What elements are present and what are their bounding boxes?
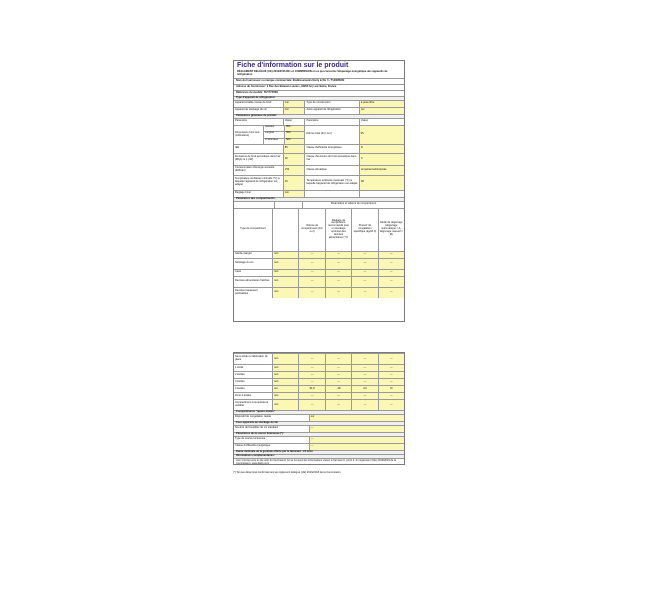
table-row <box>234 425 404 432</box>
column-header: Valeur <box>359 119 404 125</box>
param-value: 153 <box>283 166 305 175</box>
column-header: Volume de compartiment (dm³ ou l) <box>298 209 324 251</box>
dim-key: Hauteur <box>265 124 275 128</box>
column-header <box>272 209 298 251</box>
table-row <box>234 165 404 175</box>
compartment-row <box>234 385 404 392</box>
compartment-value: — <box>351 372 377 378</box>
compartment-row <box>234 276 404 287</box>
compartment-value: non <box>272 379 298 385</box>
empty-cell <box>274 202 302 208</box>
supplier-name: Nom du fournisseur ou marque commerciale: Établissements Darty & fils © / THOMSON <box>234 78 404 84</box>
param-value: 40 <box>283 154 305 165</box>
volume-label: Volume total (dm³ ou l) <box>304 126 359 144</box>
section-wine: Pour appareils de stockage du vin <box>234 421 404 425</box>
compartment-value: — <box>298 393 324 399</box>
footnote: (*) Tel que déterminé conformément au règlement délégué (UE) 2019/2015 de la Commission. <box>233 471 342 474</box>
param-label: Température ambiante maximale (°C) à laquelle l'appareil de réfrigération est adapté <box>304 176 358 190</box>
compartment-value: — <box>378 259 404 269</box>
sheet-title: Fiche d'information sur le produit <box>237 62 349 69</box>
compartment-value: — <box>351 259 377 269</box>
param-label: Émissions de bruit acoustique dans l'air [dB(A) re 1 pW] <box>235 155 281 162</box>
compartment-value: non <box>272 400 298 410</box>
compartment-value: — <box>351 365 377 371</box>
compartment-value: — <box>378 372 404 378</box>
compartment-value: — <box>325 400 351 410</box>
compartment-group-label: Paramètres et valeurs de compartiment <box>302 202 404 208</box>
param-value: non <box>283 108 305 114</box>
param-value: D <box>359 145 404 153</box>
compartment-value: — <box>298 270 324 276</box>
compartment-type: Stockage du vin <box>235 261 254 265</box>
param-value: 85 <box>283 145 305 153</box>
table-row <box>234 107 404 114</box>
compartment-value: — <box>378 379 404 385</box>
dim-key: Profondeur <box>264 138 284 144</box>
table-row <box>234 144 404 153</box>
compartment-row <box>234 392 404 399</box>
column-header: Pouvoir de congélation spécifique (kg/24 h) <box>351 209 377 251</box>
param-value: — <box>309 444 404 450</box>
param-label: Température ambiante minimale (°C) à laquelle l'appareil de réfrigération est adapté <box>235 177 280 187</box>
compartment-value: — <box>325 288 351 298</box>
table-row <box>234 175 404 190</box>
compartment-row <box>234 287 404 298</box>
product-info-sheet <box>233 60 405 322</box>
compartment-type: 2 étoiles <box>235 372 245 376</box>
column-header: Paramètre <box>235 119 248 123</box>
compartment-value: 4,0 <box>351 386 377 392</box>
compartment-value: -18 <box>325 386 351 392</box>
param-label: Réglage hiver <box>235 191 252 195</box>
compartment-value: — <box>325 372 351 378</box>
param-value: tempérée/subtropicale <box>359 166 404 175</box>
compartment-value: non <box>272 372 298 378</box>
table-row <box>234 436 404 443</box>
compartment-type: Garde-manger <box>235 252 252 256</box>
param-label: Type de construction <box>304 101 358 107</box>
compartment-value: oui <box>272 386 298 392</box>
compartment-value: — <box>378 393 404 399</box>
volume-value: 95 <box>359 126 404 144</box>
table-row <box>234 100 404 107</box>
compartment-value: — <box>298 354 324 364</box>
param-value: C <box>359 154 404 165</box>
compartment-value: non <box>272 354 298 364</box>
param-label: Dispositif de congélation rapide <box>235 415 272 419</box>
compartment-value: non <box>272 365 298 371</box>
compartment-value: — <box>325 270 351 276</box>
compartment-value: — <box>298 259 324 269</box>
compartment-row <box>234 364 404 371</box>
dimensions-row <box>234 125 404 144</box>
param-label: Autre appareil de réfrigération <box>304 108 358 114</box>
param-label: Classe d'émission de bruit acoustique dans l'air <box>304 154 358 165</box>
compartment-value: — <box>325 252 351 258</box>
compartment-value: — <box>298 400 324 410</box>
param-label: Appareil de stockage du vin <box>235 108 267 112</box>
param-label: Classe d'efficacité énergétique <box>235 444 271 448</box>
param-value: non <box>283 101 305 107</box>
dim-value: 580 <box>285 138 304 144</box>
param-value: 16 <box>283 176 305 190</box>
compartment-type: 3 étoiles <box>235 379 245 383</box>
compartment-type: Cave <box>235 270 242 274</box>
param-value: oui <box>359 108 404 114</box>
param-label: IEE <box>235 146 240 150</box>
param-value: — <box>309 437 404 443</box>
compartment-type: 4 étoiles <box>235 386 245 390</box>
compartment-value: — <box>325 259 351 269</box>
compartment-value: non <box>272 270 298 276</box>
table-row <box>234 190 404 197</box>
compartment-row <box>234 399 404 410</box>
table-row <box>234 153 404 165</box>
param-value: à pose libre <box>359 101 404 107</box>
param-value <box>359 191 404 197</box>
section-four-star: Compartiments "quatre étoiles" <box>234 410 404 414</box>
compartment-value: — <box>351 270 377 276</box>
section-compartments: Paramètres des compartiments: <box>234 197 404 201</box>
compartment-value: — <box>378 288 404 298</box>
param-label: Consommation d'énergie annuelle (kWh/an) <box>235 166 275 173</box>
compartment-value: — <box>325 354 351 364</box>
compartment-row <box>234 251 404 258</box>
compartment-value: — <box>298 288 324 298</box>
compartment-value: — <box>298 372 324 378</box>
param-label <box>304 191 358 197</box>
compartment-value: — <box>351 354 377 364</box>
section-extra: Informations complémentaires: <box>234 454 404 458</box>
column-header: Paramètre <box>304 119 358 125</box>
param-value: — <box>309 426 404 432</box>
compartment-value: — <box>325 365 351 371</box>
param-label: Appareil à faible niveau de bruit <box>235 101 272 105</box>
compartment-value: non <box>272 259 298 269</box>
compartment-type: Zone 2 étoiles <box>235 393 252 397</box>
compartment-value: — <box>351 252 377 258</box>
compartment-value: — <box>351 379 377 385</box>
param-value: oui <box>309 415 404 421</box>
compartment-value: non <box>272 252 298 258</box>
empty-cell <box>234 202 274 208</box>
compartment-value: — <box>298 277 324 287</box>
compartment-value: — <box>325 277 351 287</box>
compartment-row <box>234 269 404 276</box>
compartment-type: Denrées hautement périssables <box>235 288 258 295</box>
table-row <box>234 443 404 450</box>
product-info-sheet-continued <box>233 352 405 465</box>
compartment-type: Compartiment à température variable <box>235 401 269 407</box>
param-value: non <box>283 191 305 197</box>
dimensions-label: Dimensions hors tout (millimètres) <box>235 130 260 137</box>
column-header: Type de compartiment <box>240 227 266 231</box>
compartment-type: Sans étoile ou fabrication de glace <box>235 355 268 361</box>
compartment-value: — <box>298 379 324 385</box>
compartment-row <box>234 353 404 364</box>
supplier-address: Adresse du fournisseur: 9 Rue des Bateaux Lavoirs, 94200 Ivry-sur-Seine, France <box>234 84 404 90</box>
compartment-value: non <box>272 277 298 287</box>
param-value: 38 <box>359 176 404 190</box>
compartment-value: — <box>378 400 404 410</box>
compartment-value: — <box>378 354 404 364</box>
compartment-row <box>234 378 404 385</box>
section-light: Paramètres de la source lumineuse (*): <box>234 432 404 436</box>
param-label: Classe climatique <box>304 166 358 175</box>
compartment-value: — <box>378 277 404 287</box>
compartment-header-row <box>234 208 404 251</box>
compartment-value: — <box>325 379 351 385</box>
section-type: Type d'appareil de réfrigération: <box>234 96 404 100</box>
param-label: Classe d'efficacité énergétique <box>304 145 358 153</box>
compartment-value: — <box>351 393 377 399</box>
compartment-value: — <box>378 252 404 258</box>
compartment-value: — <box>351 277 377 287</box>
dim-value: 850 <box>286 124 291 128</box>
column-header: Réglage de température recommandé pour un stockage optimisé des denrées alimentaires (°C) <box>325 209 351 251</box>
compartment-value: — <box>378 270 404 276</box>
compartment-row <box>234 371 404 378</box>
compartment-group-header <box>234 201 404 208</box>
dim-key: Largeur <box>264 131 284 137</box>
guarantee: Durée minimale de la garantie offerte par le fabricant : 24 mois <box>234 450 404 454</box>
dim-value: 550 <box>285 131 304 137</box>
param-label: Type de source lumineuse <box>235 437 266 441</box>
regulation-text: RÈGLEMENT DÉLÉGUÉ (UE) 2019/2016 DE LA COMMISSION en ce qui concerne l'étiquetage énergétique des appareils de réfrigération <box>237 70 388 77</box>
dimensions-values <box>284 126 304 144</box>
extra-text: Lien Internet vers le site web du fournisseur où se trouvent les informations visées à l'annexe II, point 4, du règlement (UE) 2019/2019 de la Commission: www.darty.com <box>234 458 404 467</box>
table-header-row <box>234 118 404 125</box>
dimensions-keys <box>263 126 284 144</box>
compartment-value: non <box>272 393 298 399</box>
compartment-row <box>234 258 404 269</box>
compartment-value: 91,8 <box>298 386 324 392</box>
column-header: Mode de dégivrage (dégivrage automatique = A, dégivrage manuel = M) <box>378 209 404 251</box>
compartment-value: — <box>351 400 377 410</box>
column-header: Valeur <box>283 119 305 125</box>
compartment-value: — <box>325 393 351 399</box>
compartment-value: M <box>378 386 404 392</box>
section-general: Paramètres généraux du produit: <box>234 114 404 118</box>
compartment-value: — <box>298 252 324 258</box>
compartment-type: Denrées alimentaires fraîches <box>235 279 270 283</box>
model-id: Référence du modèle: THT77Z56H <box>234 90 404 96</box>
table-row <box>234 414 404 421</box>
compartment-value: — <box>378 365 404 371</box>
compartment-type: 1 étoile <box>235 365 244 369</box>
compartment-value: — <box>298 365 324 371</box>
param-label: Nombre de bouteilles de vin standard <box>235 426 278 430</box>
compartment-value: non <box>272 288 298 298</box>
compartment-value: — <box>351 288 377 298</box>
